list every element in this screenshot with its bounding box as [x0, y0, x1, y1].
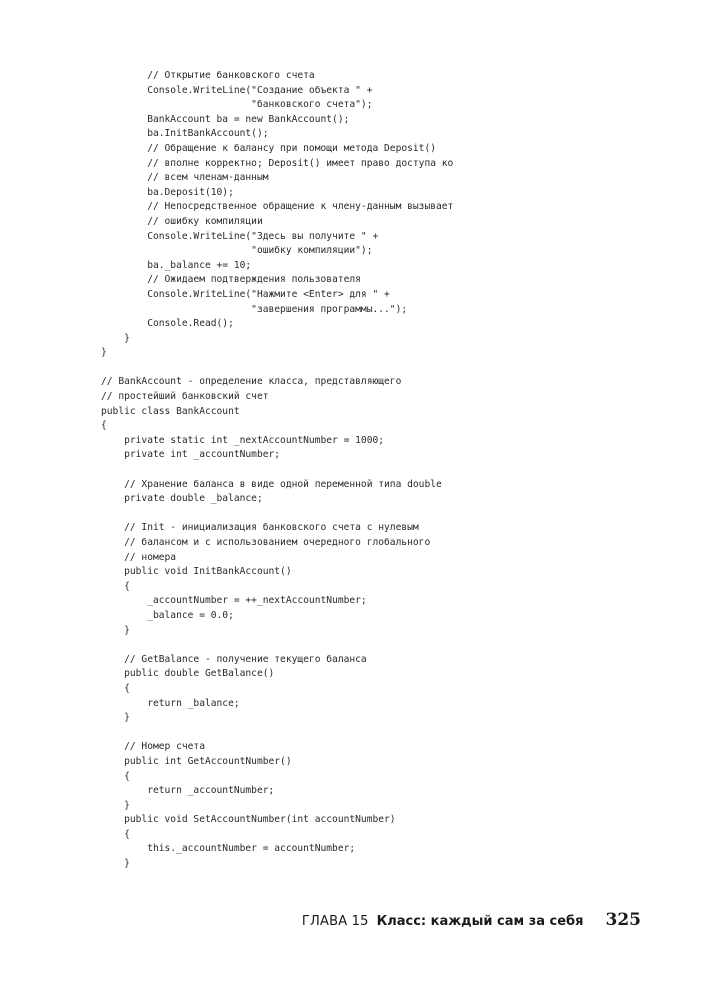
code-line: return _balance;	[101, 697, 240, 709]
code-line: private static int _nextAccountNumber = 1000;	[101, 434, 385, 446]
code-line: return _accountNumber;	[101, 785, 275, 797]
code-line: _balance = 0.0;	[101, 609, 234, 621]
code-line	[101, 507, 453, 522]
code-line: }	[101, 624, 130, 636]
code-line: }	[101, 332, 130, 344]
code-line: }	[101, 347, 107, 359]
code-line: {	[101, 420, 107, 432]
code-line	[101, 638, 453, 653]
code-line: this._accountNumber = accountNumber;	[101, 843, 356, 855]
page-number: 325	[605, 910, 641, 930]
code-line: {	[101, 770, 130, 782]
code-line: }	[101, 799, 130, 811]
code-line: // Init - инициализация банковского счета с нулевым	[101, 522, 419, 534]
code-line: ba._balance += 10;	[101, 259, 252, 271]
code-line: // балансом и с использованием очередного глобального	[101, 537, 431, 548]
code-line: {	[101, 580, 130, 592]
code-line: public void InitBankAccount()	[101, 566, 292, 578]
code-line: // всем членам-данным	[101, 172, 269, 184]
code-line: BankAccount ba = new BankAccount();	[101, 113, 350, 125]
code-line: // BankAccount - определение класса, представляющего	[101, 376, 402, 388]
code-line: // ошибку компиляции	[101, 215, 263, 227]
code-line: // GetBalance - получение текущего баланса	[101, 653, 367, 665]
code-line: {	[101, 828, 130, 840]
code-line: // Хранение баланса в виде одной переменной типа double	[101, 478, 442, 490]
code-line: // Непосредственное обращение к члену-данным вызывает	[101, 201, 454, 213]
code-line: // Номер счета	[101, 741, 205, 753]
code-line: ba.InitBankAccount();	[101, 128, 269, 140]
code-line: Console.WriteLine("Здесь вы получите " +	[101, 230, 379, 242]
code-line: "ошибку компиляции");	[101, 245, 373, 257]
code-line: Console.WriteLine("Нажмите <Enter> для " +	[101, 288, 390, 300]
code-line: ba.Deposit(10);	[101, 186, 234, 198]
code-line: public class BankAccount	[101, 405, 240, 417]
code-line: // Обращение к балансу при помощи метода Deposit()	[101, 142, 437, 154]
code-line: // простейший банковский счет	[101, 391, 269, 403]
code-line	[101, 463, 453, 478]
code-line: Console.Read();	[101, 318, 234, 330]
code-listing	[101, 69, 453, 872]
code-line: public double GetBalance()	[101, 668, 275, 680]
code-line: "завершения программы...");	[101, 303, 408, 315]
chapter-label: ГЛАВА 15	[301, 914, 369, 929]
code-line: }	[101, 858, 130, 870]
code-line: public int GetAccountNumber()	[101, 755, 292, 767]
code-line	[101, 361, 453, 376]
code-line: }	[101, 712, 130, 724]
code-line: Console.WriteLine("Создание объекта " +	[101, 84, 373, 96]
code-line	[101, 726, 453, 741]
code-line: public void SetAccountNumber(int accountNumber)	[101, 814, 396, 826]
code-line: private double _balance;	[101, 493, 263, 505]
code-line: private int _accountNumber;	[101, 449, 281, 461]
code-line: // Открытие банковского счета	[101, 70, 315, 81]
code-line: "банковского счета");	[101, 99, 373, 111]
code-line: // Ожидаем подтверждения пользователя	[101, 274, 361, 286]
page-footer	[0, 910, 641, 930]
code-line: _accountNumber = ++_nextAccountNumber;	[101, 595, 367, 607]
code-line: // вполне корректно; Deposit() имеет право доступа ко	[101, 157, 454, 169]
code-line: {	[101, 682, 130, 694]
chapter-title: Класс: каждый сам за себя	[376, 914, 584, 929]
code-line: // номера	[101, 551, 177, 563]
